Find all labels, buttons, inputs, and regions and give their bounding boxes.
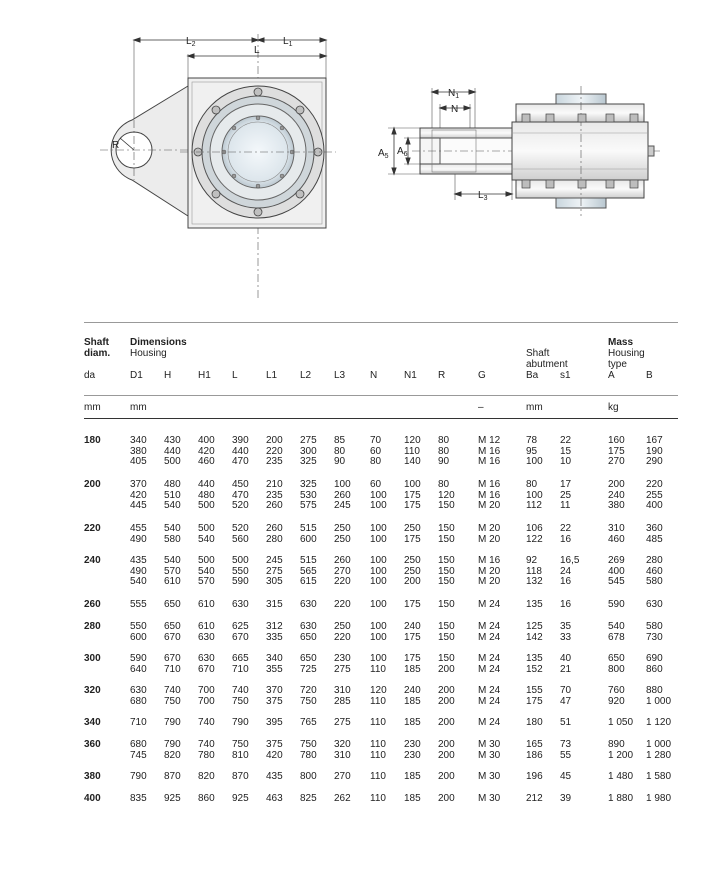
header-shaft-title2: diam. (84, 348, 111, 359)
cell-L2: 275 300 325 (300, 435, 317, 467)
cell-H: 740 750 (164, 685, 181, 707)
cell-N1: 175 (404, 599, 421, 610)
technical-drawings (0, 0, 722, 300)
cell-H: 540 570 610 (164, 555, 181, 587)
cell-B: 220 255 400 (646, 479, 663, 511)
cell-shaft: 360 (84, 739, 101, 750)
cell-L3: 262 (334, 793, 351, 804)
cell-s1: 16 (560, 599, 572, 610)
cell-R: 200 (438, 771, 455, 782)
cell-Ba: 180 (526, 717, 543, 728)
cell-L1: 435 (266, 771, 283, 782)
units-rule-top (84, 395, 678, 396)
cell-B: 690 860 (646, 653, 663, 675)
cell-G: M 16 M 16 M 20 (478, 479, 501, 511)
cell-Ba: 212 (526, 793, 543, 804)
cell-G: M 30 (478, 793, 501, 804)
cell-s1: 16,5 24 16 (560, 555, 580, 587)
header-housing: Housing (130, 348, 167, 359)
cell-N1: 230 230 (404, 739, 421, 761)
cell-L1: 315 (266, 599, 283, 610)
cell-s1: 22 16 (560, 523, 572, 545)
cell-s1: 73 55 (560, 739, 572, 761)
cell-L1: 395 (266, 717, 283, 728)
cell-R: 150 150 150 (438, 555, 455, 587)
col-L: L (232, 370, 238, 381)
cell-N: 110 (370, 771, 386, 782)
cell-G: M 30 (478, 771, 501, 782)
cell-L: 630 (232, 599, 249, 610)
col-B: B (646, 370, 653, 381)
cell-A: 890 1 200 (608, 739, 634, 761)
cell-s1: 40 21 (560, 653, 572, 675)
cell-D1: 435 490 540 (130, 555, 147, 587)
cell-A: 760 920 (608, 685, 625, 707)
cell-L2: 650 725 (300, 653, 317, 675)
header-mass-type: type (608, 359, 627, 370)
col-Ba: Ba (526, 370, 539, 381)
cell-H: 480 510 540 (164, 479, 181, 511)
cell-H1: 820 (198, 771, 215, 782)
cell-L2: 750 780 (300, 739, 317, 761)
cell-shaft: 320 (84, 685, 101, 696)
cell-Ba: 78 95 100 (526, 435, 543, 467)
cell-B: 360 485 (646, 523, 663, 545)
cell-G: M 24 (478, 599, 501, 610)
cell-A: 1 050 (608, 717, 634, 728)
cell-H1: 400 420 460 (198, 435, 215, 467)
cell-D1: 455 490 (130, 523, 147, 545)
cell-Ba: 165 186 (526, 739, 543, 761)
cell-A: 160 175 270 (608, 435, 625, 467)
cell-L: 665 710 (232, 653, 249, 675)
label-L2: $L_2$ (186, 36, 196, 48)
cell-B: 280 460 580 (646, 555, 663, 587)
col-A: A (608, 370, 615, 381)
cell-N: 100 (370, 599, 387, 610)
cell-s1: 51 (560, 717, 572, 728)
cell-L3: 250 250 (334, 523, 351, 545)
cell-Ba: 155 175 (526, 685, 543, 707)
cell-s1: 45 (560, 771, 572, 782)
cell-shaft: 380 (84, 771, 101, 782)
cell-N1: 100 175 175 (404, 479, 421, 511)
cell-A: 590 (608, 599, 625, 610)
cell-L1: 375 420 (266, 739, 283, 761)
cell-L3: 230 275 (334, 653, 351, 675)
cell-Ba: 106 122 (526, 523, 543, 545)
cell-N: 60 100 100 (370, 479, 387, 511)
cell-R: 200 200 (438, 685, 455, 707)
col-G: G (478, 370, 486, 381)
unit-shaft: mm (84, 402, 101, 413)
cell-H1: 700 700 (198, 685, 215, 707)
cell-L: 625 670 (232, 621, 249, 643)
cell-R: 150 150 (438, 523, 455, 545)
label-L1: $L_1$ (283, 36, 293, 48)
cell-N: 110 (370, 717, 386, 728)
header-mass: Mass (608, 337, 634, 348)
cell-H: 650 (164, 599, 181, 610)
cell-Ba: 196 (526, 771, 543, 782)
header-abutment-1: Shaft (526, 348, 550, 359)
label-N1: $N_1$ (448, 88, 460, 100)
cell-H: 870 (164, 771, 181, 782)
col-H1: H1 (198, 370, 211, 381)
cell-N1: 240 185 (404, 685, 421, 707)
cell-Ba: 92 118 132 (526, 555, 543, 587)
cell-N1: 120 110 140 (404, 435, 421, 467)
col-N: N (370, 370, 378, 381)
cell-Ba: 135 152 (526, 653, 543, 675)
cell-H1: 610 630 (198, 621, 215, 643)
unit-mass: kg (608, 402, 619, 413)
cell-H: 925 (164, 793, 181, 804)
cell-N: 110 110 (370, 739, 386, 761)
cell-B: 1 980 (646, 793, 672, 804)
cell-D1: 340 380 405 (130, 435, 147, 467)
label-A6: $A_6$ (397, 146, 408, 158)
cell-L1: 245 275 305 (266, 555, 283, 587)
cell-H: 650 670 (164, 621, 181, 643)
cell-L3: 260 270 220 (334, 555, 351, 587)
cell-L3: 100 260 245 (334, 479, 351, 511)
cell-D1: 590 640 (130, 653, 147, 675)
unit-G: – (478, 402, 484, 413)
cell-N: 100 110 (370, 653, 387, 675)
cell-B: 1 580 (646, 771, 672, 782)
cell-shaft: 220 (84, 523, 101, 534)
cell-L2: 825 (300, 793, 317, 804)
cell-G: M 20 M 20 (478, 523, 501, 545)
cell-N1: 240 175 (404, 621, 421, 643)
cell-N1: 185 (404, 793, 421, 804)
col-da: da (84, 370, 96, 381)
cell-G: M 24 M 24 (478, 621, 501, 643)
cell-G: M 24 M 24 (478, 653, 501, 675)
cell-L2: 630 650 (300, 621, 317, 643)
cell-D1: 370 420 445 (130, 479, 147, 511)
cell-D1: 680 745 (130, 739, 147, 761)
cell-s1: 70 47 (560, 685, 572, 707)
label-R: R (112, 140, 120, 151)
col-R: R (438, 370, 446, 381)
cell-R: 150 150 (438, 621, 455, 643)
unit-abutment: mm (526, 402, 543, 413)
cell-A: 200 240 380 (608, 479, 625, 511)
cell-N1: 175 185 (404, 653, 421, 675)
cell-H: 430 440 500 (164, 435, 181, 467)
cell-R: 150 (438, 599, 455, 610)
cell-R: 80 120 150 (438, 479, 455, 511)
cell-L2: 325 530 575 (300, 479, 317, 511)
cell-s1: 17 25 11 (560, 479, 572, 511)
cell-N: 110 (370, 793, 386, 804)
cell-N1: 250 250 200 (404, 555, 421, 587)
cell-shaft: 280 (84, 621, 101, 632)
cell-D1: 835 (130, 793, 147, 804)
cell-A: 1 880 (608, 793, 634, 804)
cell-G: M 16 M 20 M 20 (478, 555, 501, 587)
cell-H: 790 (164, 717, 181, 728)
cell-shaft: 260 (84, 599, 101, 610)
cell-H1: 500 540 570 (198, 555, 215, 587)
cell-L2: 630 (300, 599, 317, 610)
cell-H: 540 580 (164, 523, 181, 545)
cell-L1: 260 280 (266, 523, 283, 545)
table-top-rule (84, 322, 678, 323)
cell-L1: 370 375 (266, 685, 283, 707)
cell-G: M 24 M 24 (478, 685, 501, 707)
cell-Ba: 80 100 112 (526, 479, 543, 511)
col-s1: s1 (560, 370, 571, 381)
cell-L3: 85 80 90 (334, 435, 346, 467)
cell-G: M 30 M 30 (478, 739, 501, 761)
cell-D1: 790 (130, 771, 147, 782)
cell-L3: 250 220 (334, 621, 351, 643)
units-rule-bottom (84, 418, 678, 419)
cell-N1: 185 (404, 771, 421, 782)
unit-dims: mm (130, 402, 147, 413)
cell-L3: 270 (334, 771, 351, 782)
cell-L: 500 550 590 (232, 555, 249, 587)
cell-H: 790 820 (164, 739, 181, 761)
cell-N: 100 100 (370, 523, 387, 545)
cell-R: 80 80 90 (438, 435, 450, 467)
label-L: L (254, 45, 260, 56)
cell-A: 650 800 (608, 653, 625, 675)
cell-G: M 24 (478, 717, 501, 728)
cell-L1: 200 220 235 (266, 435, 283, 467)
col-D1: D1 (130, 370, 143, 381)
cell-B: 1 120 (646, 717, 672, 728)
header-shaft-title: Shaft (84, 337, 109, 348)
cell-L: 740 750 (232, 685, 249, 707)
cell-H1: 610 (198, 599, 215, 610)
cell-G: M 12 M 16 M 16 (478, 435, 501, 467)
housing-drawing-svg (0, 0, 722, 300)
cell-s1: 35 33 (560, 621, 572, 643)
cell-R: 200 (438, 793, 455, 804)
cell-N: 120 110 (370, 685, 387, 707)
cell-N: 70 60 80 (370, 435, 382, 467)
cell-Ba: 125 142 (526, 621, 543, 643)
col-H: H (164, 370, 172, 381)
cell-L: 870 (232, 771, 249, 782)
cell-D1: 550 600 (130, 621, 147, 643)
cell-s1: 39 (560, 793, 572, 804)
cell-H1: 860 (198, 793, 215, 804)
cell-R: 200 200 (438, 739, 455, 761)
cell-L3: 320 310 (334, 739, 351, 761)
header-abutment-2: abutment (526, 359, 568, 370)
cell-D1: 555 (130, 599, 147, 610)
cell-s1: 22 15 10 (560, 435, 572, 467)
cell-L2: 720 750 (300, 685, 317, 707)
cell-H1: 440 480 500 (198, 479, 215, 511)
col-L3: L3 (334, 370, 346, 381)
col-L1: L1 (266, 370, 278, 381)
header-dimensions: Dimensions (130, 337, 187, 348)
cell-L: 390 440 470 (232, 435, 249, 467)
cell-A: 540 678 (608, 621, 625, 643)
cell-N1: 250 175 (404, 523, 421, 545)
cell-L2: 765 (300, 717, 317, 728)
cell-shaft: 200 (84, 479, 101, 490)
cell-R: 200 (438, 717, 455, 728)
cell-L3: 220 (334, 599, 351, 610)
col-L2: L2 (300, 370, 312, 381)
cell-N: 100 100 100 (370, 555, 387, 587)
housing-side-view (388, 86, 660, 216)
cell-A: 1 480 (608, 771, 634, 782)
cell-N1: 185 (404, 717, 421, 728)
cell-H1: 740 780 (198, 739, 215, 761)
label-A5: $A_5$ (378, 148, 389, 160)
cell-R: 150 200 (438, 653, 455, 675)
cell-L: 750 810 (232, 739, 249, 761)
cell-L2: 800 (300, 771, 317, 782)
cell-L: 790 (232, 717, 249, 728)
cell-shaft: 240 (84, 555, 101, 566)
cell-shaft: 300 (84, 653, 101, 664)
cell-Ba: 135 (526, 599, 543, 610)
cell-L2: 515 600 (300, 523, 317, 545)
cell-H1: 500 540 (198, 523, 215, 545)
cell-L2: 515 565 615 (300, 555, 317, 587)
cell-B: 580 730 (646, 621, 663, 643)
cell-N: 100 100 (370, 621, 387, 643)
cell-B: 1 000 1 280 (646, 739, 672, 761)
header-mass-housing: Housing (608, 348, 645, 359)
col-N1: N1 (404, 370, 417, 381)
cell-L1: 463 (266, 793, 283, 804)
housing-front-view (100, 34, 336, 300)
cell-L: 520 560 (232, 523, 249, 545)
cell-L3: 310 285 (334, 685, 351, 707)
cell-H: 670 710 (164, 653, 181, 675)
cell-H1: 740 (198, 717, 215, 728)
cell-H1: 630 670 (198, 653, 215, 675)
cell-B: 630 (646, 599, 663, 610)
cell-L1: 340 355 (266, 653, 283, 675)
label-L3: $L_3$ (478, 190, 488, 202)
cell-L3: 275 (334, 717, 351, 728)
cell-A: 310 460 (608, 523, 625, 545)
cell-D1: 630 680 (130, 685, 147, 707)
cell-shaft: 180 (84, 435, 101, 446)
cell-L: 450 470 520 (232, 479, 249, 511)
label-N: N (451, 104, 459, 115)
cell-L1: 312 335 (266, 621, 283, 643)
cell-A: 269 400 545 (608, 555, 625, 587)
cell-L1: 210 235 260 (266, 479, 283, 511)
cell-shaft: 400 (84, 793, 101, 804)
cell-B: 167 190 290 (646, 435, 663, 467)
cell-D1: 710 (130, 717, 147, 728)
cell-shaft: 340 (84, 717, 101, 728)
cell-B: 880 1 000 (646, 685, 672, 707)
cell-L: 925 (232, 793, 249, 804)
